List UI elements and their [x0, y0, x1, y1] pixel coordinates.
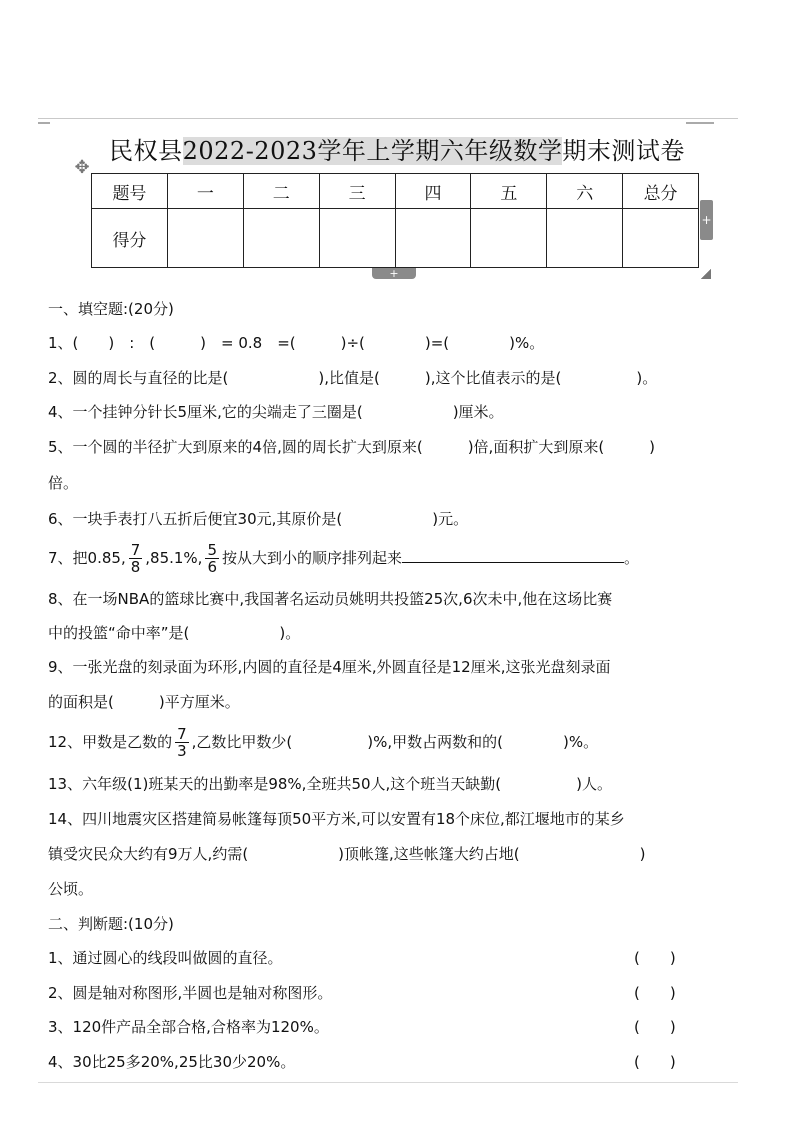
table-move-handle-icon[interactable]: ✥: [74, 157, 90, 178]
judge-question-3: 3、120件产品全部合格,合格率为120%。: [48, 1018, 329, 1036]
question-5-line-1: 5、一个圆的半径扩大到原来的4倍,圆的周长扩大到原来( )倍,面积扩大到原来( ): [48, 438, 656, 456]
score-header-cell: 六: [547, 174, 623, 209]
question-5-line-2: 倍。: [48, 474, 79, 492]
score-header-cell: 三: [319, 174, 395, 209]
question-14-line-2: 镇受灾民众大约有9万人,约需( )顶帐篷,这些帐篷大约占地( ): [48, 845, 646, 863]
q7-prefix: 7、把0.85,: [48, 549, 126, 567]
judge-question-4: 4、30比25多20%,25比30少20%。: [48, 1053, 296, 1071]
score-cell[interactable]: [319, 209, 395, 268]
q12-suffix: ,乙数比甲数少( )%,甲数占两数和的( )%。: [191, 733, 599, 751]
score-header-cell: 二: [243, 174, 319, 209]
add-row-button[interactable]: +: [372, 268, 416, 279]
q12-fraction-numerator: 7: [177, 725, 187, 743]
q7-fraction-2: [205, 542, 219, 575]
score-cell[interactable]: [243, 209, 319, 268]
section-fill-heading: 一、填空题:(20分): [48, 300, 174, 318]
exam-title: [0, 133, 794, 169]
score-cell[interactable]: [623, 209, 699, 268]
question-8-line-1: 8、在一场NBA的篮球比赛中,我国著名运动员姚明共投篮25次,6次未中,他在这场比赛: [48, 590, 613, 608]
judge-question-1: 1、通过圆心的线段叫做圆的直径。: [48, 949, 283, 967]
q7-answer-line[interactable]: [402, 546, 624, 563]
q7-fraction-1: [129, 542, 143, 575]
score-header-cell: 五: [471, 174, 547, 209]
q12-fraction-denominator: 3: [177, 742, 187, 760]
score-row-label: 得分: [92, 209, 168, 268]
title-prefix: 民权县: [109, 137, 183, 165]
title-highlighted: 2022-2023学年上学期六年级数学: [182, 137, 563, 165]
page-bottom-rule: [38, 1082, 738, 1083]
q7-fraction-2-denominator: 6: [207, 558, 217, 576]
page-corner-mark-right: [686, 122, 714, 124]
score-cell[interactable]: [547, 209, 623, 268]
question-8-line-2: 中的投篮“命中率”是( )。: [48, 624, 301, 642]
question-2: 2、圆的周长与直径的比是( ),比值是( ),这个比值表示的是( )。: [48, 369, 658, 387]
table-resize-icon[interactable]: [701, 269, 711, 279]
score-header-cell: 题号: [92, 174, 168, 209]
judge-answer-blank-3[interactable]: ( ): [634, 1018, 676, 1036]
question-7: [48, 538, 639, 578]
score-table-score-row: [92, 209, 699, 268]
score-header-cell: 一: [167, 174, 243, 209]
question-12: [48, 722, 598, 762]
question-13: 13、六年级(1)班某天的出勤率是98%,全班共50人,这个班当天缺勤( )人。: [48, 775, 613, 793]
judge-answer-blank-2[interactable]: ( ): [634, 984, 676, 1002]
score-header-cell: 四: [395, 174, 471, 209]
score-header-cell: 总分: [623, 174, 699, 209]
question-1: 1、( ) : ( ) = 0.8 =( )÷( )=( )%。: [48, 334, 545, 352]
judge-question-2: 2、圆是轴对称图形,半圆也是轴对称图形。: [48, 984, 333, 1002]
question-9-line-2: 的面积是( )平方厘米。: [48, 693, 240, 711]
question-14-line-1: 14、四川地震灾区搭建简易帐篷每顶50平方米,可以安置有18个床位,都江堰地市的某乡: [48, 810, 625, 828]
q12-fraction: [175, 726, 189, 759]
judge-answer-blank-1[interactable]: ( ): [634, 949, 676, 967]
question-4: 4、一个挂钟分针长5厘米,它的尖端走了三圈是( )厘米。: [48, 403, 504, 421]
question-9-line-1: 9、一张光盘的刻录面为环形,内圆的直径是4厘米,外圆直径是12厘米,这张光盘刻录面: [48, 658, 611, 676]
page-top-rule: [38, 118, 738, 119]
section-judge-heading: 二、判断题:(10分): [48, 915, 174, 933]
q7-fraction-1-numerator: 7: [130, 541, 141, 559]
score-cell[interactable]: [395, 209, 471, 268]
title-suffix: 期末测试卷: [562, 137, 685, 165]
q7-fraction-1-denominator: 8: [130, 558, 141, 576]
q7-end: 。: [624, 549, 640, 567]
question-14-line-3: 公顷。: [48, 880, 94, 898]
score-table-header-row: [92, 174, 699, 209]
score-table: [91, 173, 699, 268]
page-corner-mark-left: [38, 122, 50, 124]
q12-prefix: 12、甲数是乙数的: [48, 733, 173, 751]
question-6: 6、一块手表打八五折后便宜30元,其原价是( )元。: [48, 510, 469, 528]
score-cell[interactable]: [471, 209, 547, 268]
q7-middle: ,85.1%,: [145, 549, 203, 567]
judge-answer-blank-4[interactable]: ( ): [634, 1053, 676, 1071]
q7-suffix: 按从大到小的顺序排列起来: [222, 549, 403, 567]
add-column-button[interactable]: +: [700, 200, 713, 240]
score-cell[interactable]: [167, 209, 243, 268]
q7-fraction-2-numerator: 5: [207, 541, 217, 559]
